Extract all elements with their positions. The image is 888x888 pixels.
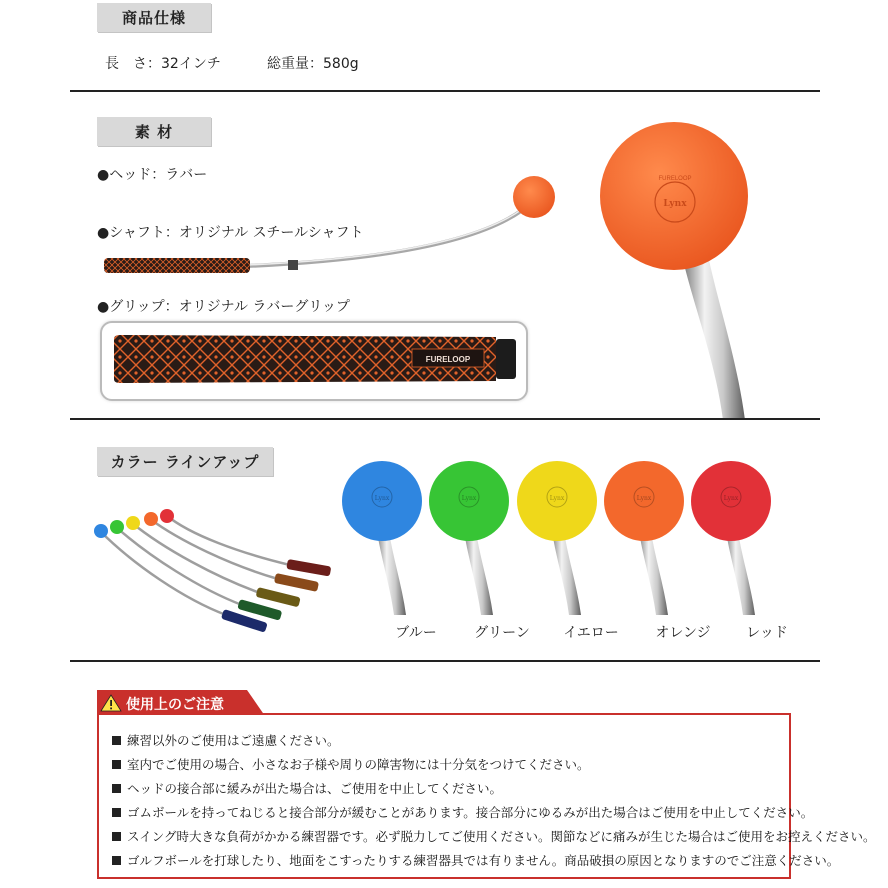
color-lineup-bundle (90, 505, 340, 635)
caution-item: 練習以外のご使用はご遠慮ください。 (112, 731, 340, 749)
section-divider (70, 90, 820, 92)
material-heading (97, 117, 211, 146)
caution-item: ゴムボールを持ってねじると接合部分が緩むことがあります。接合部分にゆるみが出た場合はご使用を中止してください。 (112, 803, 813, 821)
material-heading-text: 素 材 (134, 123, 174, 141)
caution-heading: 使用上のご注意 (126, 697, 224, 713)
color-label-orange: オレンジ (655, 625, 711, 641)
grip-closeup-image (112, 333, 518, 385)
spec-weight: 総重量：580g (267, 56, 359, 72)
colors-heading (97, 447, 273, 476)
material-shaft: ●シャフト：オリジナル スチールシャフト (97, 225, 364, 241)
spec-length: 長 さ：32インチ (105, 56, 221, 72)
caution-item: ゴルフボールを打球したり、地面をこすったりする練習器具では有りません。商品破損の原因となりますのでご注意ください。 (112, 851, 839, 869)
color-label-green: グリーン (474, 625, 530, 641)
logo-green: Lynx (461, 495, 477, 502)
section-divider (70, 660, 820, 662)
caution-item: ヘッドの接合部に緩みが出た場合は、ご使用を中止してください。 (112, 779, 502, 797)
logo-red: Lynx (723, 495, 739, 502)
material-head: ●ヘッド：ラバー (97, 167, 208, 183)
spec-heading-text: 商品仕様 (121, 9, 186, 27)
logo-blue: Lynx (374, 495, 390, 502)
color-heads (335, 455, 785, 615)
grip-logo: FURELOOP (425, 355, 471, 364)
material-grip: ●グリップ：オリジナル ラバーグリップ (97, 299, 350, 315)
orange-head-closeup (595, 120, 765, 420)
logo-orange: Lynx (636, 495, 652, 502)
ball-logo-fureloop: FURELOOP (658, 176, 692, 182)
logo-yellow: Lynx (549, 495, 565, 502)
ball-logo-lynx: Lynx (663, 199, 687, 209)
club-image (100, 172, 560, 282)
color-label-red: レッド (746, 625, 788, 641)
caution-item: 室内でご使用の場合、小さなお子様や周りの障害物には十分気をつけてください。 (112, 755, 590, 773)
section-divider (70, 418, 820, 420)
color-label-yellow: イエロー (563, 625, 619, 641)
color-label-blue: ブルー (395, 625, 437, 641)
caution-item: スイング時大きな負荷がかかる練習器です。必ず脱力してご使用ください。関節などに痛みが生じた場合はご使用をお控えください。 (112, 827, 876, 845)
colors-heading-text: カラー ラインアップ (110, 453, 260, 471)
spec-heading (97, 3, 211, 32)
